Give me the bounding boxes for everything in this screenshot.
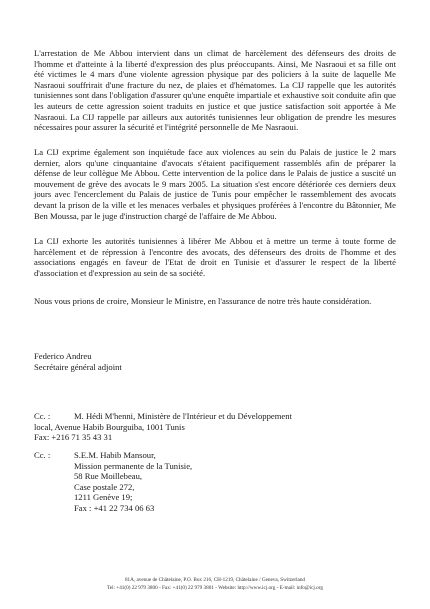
paragraph-closing: Nous vous prions de croire, Monsieur le Ministre, en l'assurance de notre très haute considération.	[34, 296, 372, 306]
signatory-name: Federico Andreu	[34, 351, 92, 361]
paragraph-arrestation: L'arrestation de Me Abbou intervient dans un climat de harcèlement des défenseurs des droits de l'homme et d'atteinte à la liberté d'expression des plus préoccupants. Ainsi, Me Nasraoui et sa fille ont été victimes le 4 mars d'une violente agression physique par des policiers à la suite de laquelle Me Nasraoui souffrirait d'une fracture du nez, de plaies et d'hématomes. La CIJ rappelle que les autorités tunisiennes sont dans l'obligation d'assurer qu'une enquête impartiale et exhaustive soit conduite afin que les auteurs de cette agression soient traduits en justice et que justice satisfaction soit apportée à Me Nasraoui. La CIJ rappelle par ailleurs aux autorités tunisiennes leur obligation de prendre les mesures nécessaires pour assurer la sécurité et l'intégrité personnelle de Me Nasraoui.	[34, 48, 396, 133]
cc-fax-line: Fax : +41 22 734 06 63	[74, 502, 155, 513]
paragraph-violences: La CIJ exprime également son inquiétude face aux violences au sein du Palais de justice le 2 mars dernier, alors qu'une cinquantaine d'avocats s'étaient pacifiquement rassemblés afin de préparer la défense de leur collègue Me Abbou. Cette intervention de la police dans le Palais de justice a suscité un mouvement de grève des avocats le 9 mars 2005. La situation s'est encore détériorée ces derniers deux jours avec l'encerclement du Palais de justice de Tunis pour empêcher le rassemblement des avocats devant la prison de la ville et les menaces verbales et physiques proférées à l'encontre du Bâtonnier, Me Ben Moussa, par le juge d'instruction chargé de l'affaire de Me Abbou.	[34, 147, 396, 221]
cc-recipient-permanent-mission	[34, 450, 394, 514]
cc-label: Cc. :	[34, 411, 51, 421]
cc-recipient-interior-minister	[34, 411, 394, 443]
cc-recipient-line: M. Hédi M'henni, Ministère de l'Intérieur et du Développement	[74, 411, 292, 421]
cc-address-line: Mission permanente de la Tunisie,	[74, 460, 193, 471]
cc-label: Cc. :	[34, 450, 51, 460]
cc-recipient-line: S.E.M. Habib Mansour,	[74, 450, 156, 460]
paragraph-exhortation: La CIJ exhorte les autorités tunisiennes à libérer Me Abbou et à mettre un terme à toute forme de harcèlement et de répression à l'encontre des avocats, des défenseurs des droits de l'homme et des associations engagés en faveur de l'Etat de droit en Tunisie et d'assurer le respect de la liberté d'association et d'expression au sein de sa société.	[34, 236, 396, 278]
cc-address-line: Case postale 272,	[74, 481, 135, 492]
signatory-title: Secrétaire général adjoint	[34, 362, 122, 372]
footer-address: 81A, avenue de Châtelaine, P.O. Box 216, CH-1219, Châtelaine / Geneva, Switzerland	[124, 577, 306, 583]
cc-fax-line: Fax: +216 71 35 43 31	[34, 432, 113, 443]
cc-address-line: 1211 Genève 19;	[74, 492, 133, 503]
cc-address-line: 58 Rue Moillebeau,	[74, 471, 143, 482]
footer-contact: Tel: +41(0) 22 979 3800 - Fax: +41(0) 22 979 3801 - Website: http://www.icj.org - E-mail: info@icj.org	[107, 585, 323, 591]
cc-address-line: local, Avenue Habib Bourguiba, 1001 Tunis	[34, 421, 185, 432]
